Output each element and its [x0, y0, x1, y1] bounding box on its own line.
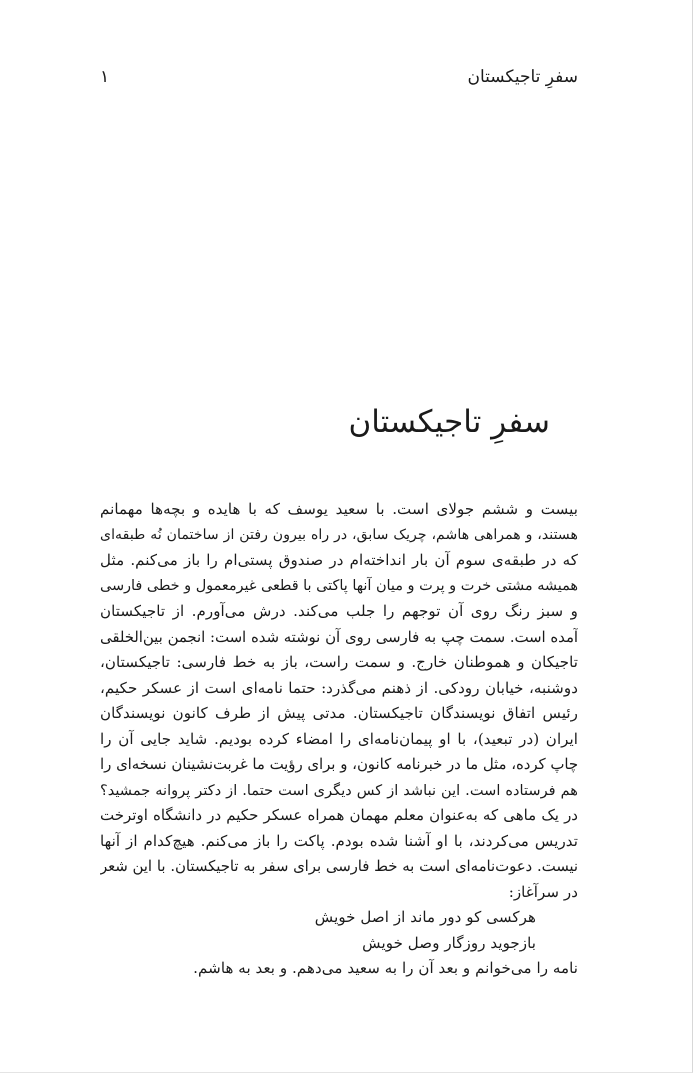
running-head — [100, 62, 578, 92]
text-line: تاجیکان و هموطنان خارج. و سمت راست، باز به خط فارسی: تاجیکستان، — [100, 653, 578, 671]
text-line: چاپ کرده، مثل ما در خبرنامه کانون، و برای رؤیت ما غربت‌نشینان نسخه‌ای را — [100, 756, 578, 773]
chapter-title: سفرِ تاجیکستان — [348, 404, 550, 440]
text-line: بیست و ششم جولای است. با سعید یوسف که با هایده و بچه‌ها مهمانم — [100, 500, 578, 518]
running-title: سفرِ تاجیکستان — [467, 67, 578, 87]
text-line: رئیس اتفاق نویسندگان تاجیکستان. مدتی پیش از طرف کانون نویسندگان — [100, 704, 578, 722]
verse-line: بازجوید روزگار وصل خویش — [362, 933, 536, 952]
text-line: هستند، و همراهی هاشم، چریک سابق، در راه بیرون رفتن از ساختمان نُه طبقه‌ای — [100, 526, 578, 543]
text-line: ایران (در تبعید)، با او پیمان‌نامه‌ای را امضاء کرده بودیم. شاید جایی آن را — [100, 729, 578, 748]
text-line: نیست. دعوت‌نامه‌ای است به خط فارسی برای سفر به تاجیکستان. با این شعر — [100, 858, 578, 875]
page-number: ۱ — [100, 67, 110, 87]
text-line: و سبز رنگ روی آن توجهم را جلب می‌کند. درش می‌آورم. از تاجیکستان — [100, 602, 578, 620]
text-line: در سرآغاز: — [508, 882, 578, 901]
text-line: تدریس می‌کردند، با او آشنا شده بودم. پاکت را باز می‌کنم. هیچ‌کدام از آنها — [100, 831, 578, 850]
text-line: هم فرستاده است. این نباشد از کس دیگری است حتما. از دکتر پروانه جمشید؟ — [100, 781, 578, 799]
text-line: که در طبقه‌ی سوم آن بار انداخته‌ام در صندوق پستی‌ام را باز می‌کنم. مثل — [100, 551, 578, 569]
text-line: در یک ماهی که به‌عنوان معلم مهمان همراه عسکر حکیم در دانشگاه اوترخت — [100, 806, 578, 824]
text-line: همیشه مشتی خرت و پرت و میان آنها پاکتی با قطعی غیرمعمول و خطی فارسی — [100, 577, 578, 594]
text-line: آمده است. سمت چپ به فارسی روی آن نوشته شده است: انجمن بین‌الخلقی — [100, 628, 578, 646]
closing-line: نامه را می‌خوانم و بعد آن را به سعید می‌دهم. و بعد به هاشم. — [193, 959, 578, 977]
text-line: دوشنبه، خیابان رودکی. از ذهنم می‌گذرد: حتما نامه‌ای است از عسکر حکیم، — [100, 678, 578, 697]
body-text — [100, 497, 578, 982]
verse-line: هرکسی کو دور ماند از اصل خویش — [314, 908, 536, 926]
